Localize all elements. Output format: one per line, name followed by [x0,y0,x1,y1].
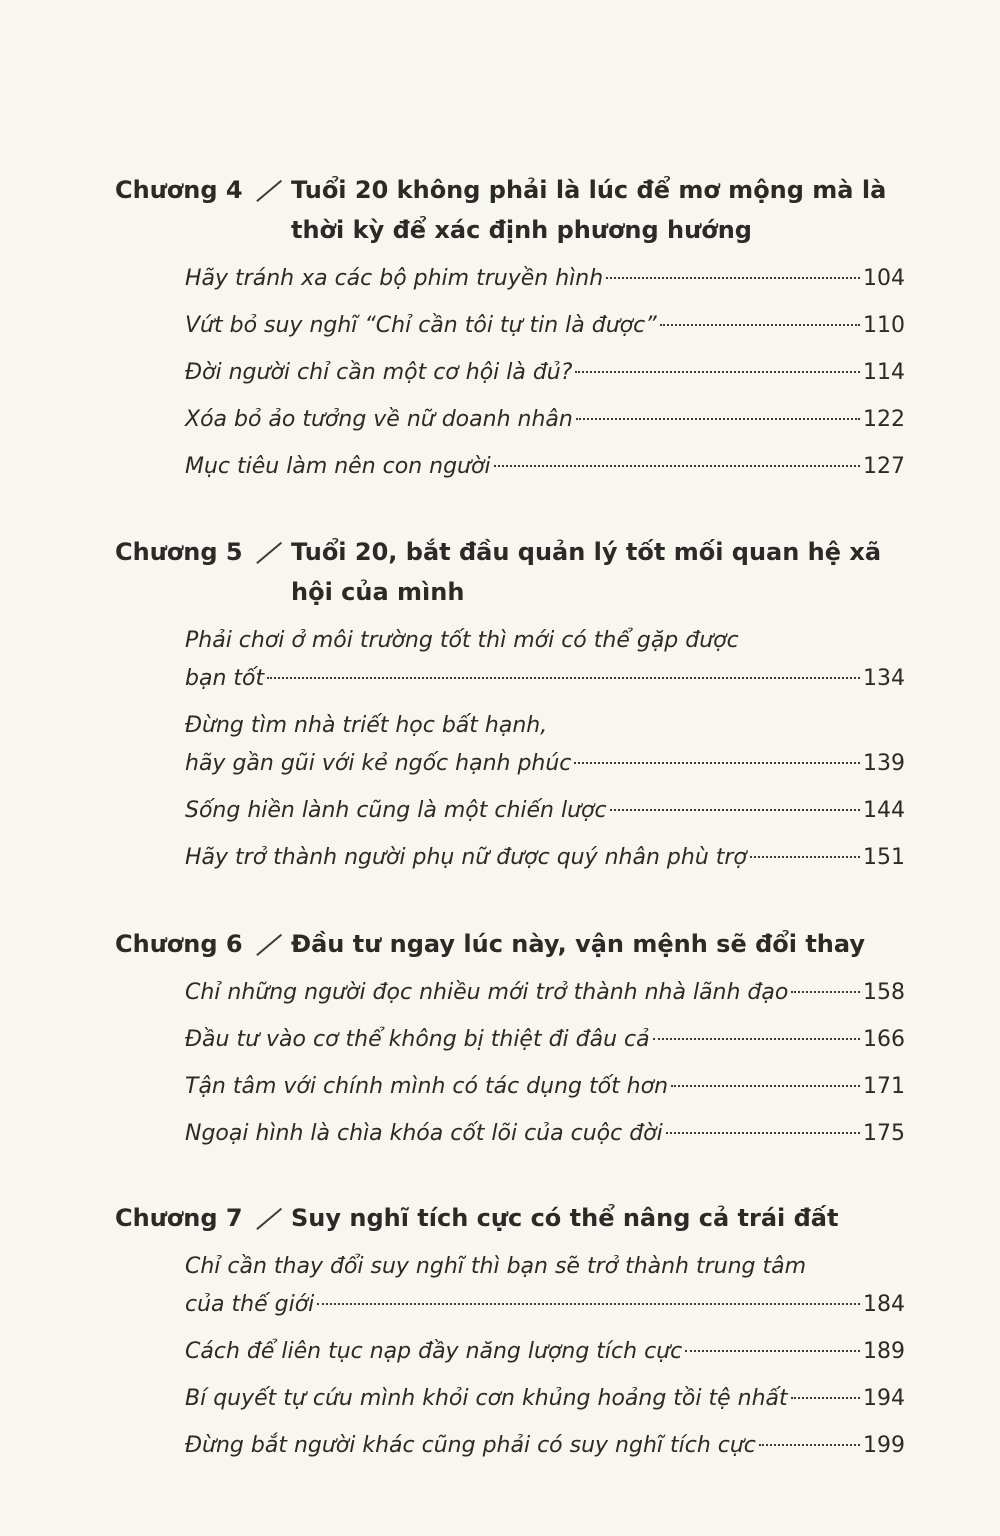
page-number: 122 [863,407,905,432]
leader-dots [759,1444,860,1446]
entry-list [115,622,905,877]
page-number: 171 [863,1074,905,1099]
entry-title: Đừng bắt người khác cũng phải có suy nghĩ tích cực [185,1433,756,1458]
toc-entry[interactable] [185,1427,905,1465]
chapter-number: Chương 7 [115,1204,243,1232]
leader-dots [494,465,860,467]
entry-title: Chỉ những người đọc nhiều mới trở thành nhà lãnh đạo [185,980,789,1005]
page-number: 127 [863,454,905,479]
toc-entry[interactable] [185,622,905,698]
toc-entry[interactable] [185,1021,905,1059]
slash-separator-icon [243,1198,291,1238]
chapter-heading [115,170,905,250]
page-number: 189 [863,1339,905,1364]
toc-entry[interactable] [185,792,905,830]
toc-entry[interactable] [185,1333,905,1371]
entry-title: Cách để liên tục nạp đầy năng lượng tích cực [185,1339,683,1364]
entry-list [115,260,905,486]
page-number: 151 [863,845,905,870]
chapter-heading [115,924,905,964]
slash-separator-icon [243,170,291,210]
entry-title: Sống hiền lành cũng là một chiến lược [185,798,607,823]
chapter-title: Tuổi 20, bắt đầu quản lý tốt mối quan hệ xã hội của mình [291,538,882,606]
toc-entry[interactable] [185,448,905,486]
leader-dots [671,1085,860,1087]
page-number: 104 [863,266,905,291]
page-number: 194 [863,1386,905,1411]
chapter-title: Đầu tư ngay lúc này, vận mệnh sẽ đổi thay [291,930,865,958]
entry-title: Vứt bỏ suy nghĩ “Chỉ cần tôi tự tin là được” [185,313,657,338]
entry-title: Hãy trở thành người phụ nữ được quý nhân phù trợ [185,845,747,870]
chapter-title: Tuổi 20 không phải là lúc để mơ mộng mà là thời kỳ để xác định phương hướng [291,176,887,244]
page-number: 139 [863,751,905,776]
toc-entry[interactable] [185,839,905,877]
toc-entry[interactable] [185,1068,905,1106]
slash-separator-icon [243,924,291,964]
page-number: 114 [863,360,905,385]
entry-title: Ngoại hình là chìa khóa cốt lõi của cuộc đời [185,1121,663,1146]
chapter-title: Suy nghĩ tích cực có thể nâng cả trái đất [291,1204,839,1232]
chapter-number: Chương 5 [115,538,243,566]
entry-list [115,1248,905,1465]
page-number: 158 [863,980,905,1005]
toc-entry[interactable] [185,1380,905,1418]
leader-dots [576,418,860,420]
page-number: 144 [863,798,905,823]
leader-dots [574,762,860,764]
leader-dots [317,1303,860,1305]
leader-dots [685,1350,860,1352]
entry-title-first-line: Đừng tìm nhà triết học bất hạnh, [185,713,548,738]
leader-dots [791,991,860,993]
entry-title: Hãy tránh xa các bộ phim truyền hình [185,266,604,291]
entry-title: Đời người chỉ cần một cơ hội là đủ? [185,360,573,385]
entry-title: Xóa bỏ ảo tưởng về nữ doanh nhân [185,407,573,432]
leader-dots [267,677,860,679]
entry-title: bạn tốt [185,666,265,691]
chapter-5 [115,532,905,886]
toc-entry[interactable] [185,401,905,439]
toc-entry[interactable] [185,707,905,783]
entry-title-first-line: Chỉ cần thay đổi suy nghĩ thì bạn sẽ trở thành trung tâm [185,1254,807,1279]
toc-entry[interactable] [185,260,905,298]
page-number: 184 [863,1292,905,1317]
page-number: 199 [863,1433,905,1458]
toc-entry[interactable] [185,1248,905,1324]
toc-entry[interactable] [185,354,905,392]
chapter-heading [115,532,905,612]
page-number: 175 [863,1121,905,1146]
leader-dots [791,1397,860,1399]
entry-title: Mục tiêu làm nên con người [185,454,491,479]
entry-title: Đầu tư vào cơ thể không bị thiệt đi đâu cả [185,1027,650,1052]
chapter-7 [115,1198,905,1474]
page-number: 110 [863,313,905,338]
leader-dots [750,856,860,858]
entry-list [115,974,905,1153]
chapter-4 [115,170,905,495]
toc-entry[interactable] [185,307,905,345]
chapter-heading [115,1198,905,1238]
toc-entry[interactable] [185,1115,905,1153]
slash-separator-icon [243,532,291,572]
entry-title: của thế giới [185,1292,315,1317]
entry-title: Tận tâm với chính mình có tác dụng tốt hơn [185,1074,669,1099]
leader-dots [610,809,860,811]
chapter-number: Chương 6 [115,930,243,958]
chapter-number: Chương 4 [115,176,243,204]
leader-dots [653,1038,860,1040]
page-number: 166 [863,1027,905,1052]
chapter-6 [115,924,905,1162]
leader-dots [575,371,860,373]
leader-dots [660,324,860,326]
page-number: 134 [863,666,905,691]
entry-title: Bí quyết tự cứu mình khỏi cơn khủng hoảng tồi tệ nhất [185,1386,788,1411]
entry-title-first-line: Phải chơi ở môi trường tốt thì mới có thể gặp được [185,628,739,653]
leader-dots [606,277,860,279]
entry-title: hãy gần gũi với kẻ ngốc hạnh phúc [185,751,572,776]
toc-entry[interactable] [185,974,905,1012]
leader-dots [666,1132,860,1134]
